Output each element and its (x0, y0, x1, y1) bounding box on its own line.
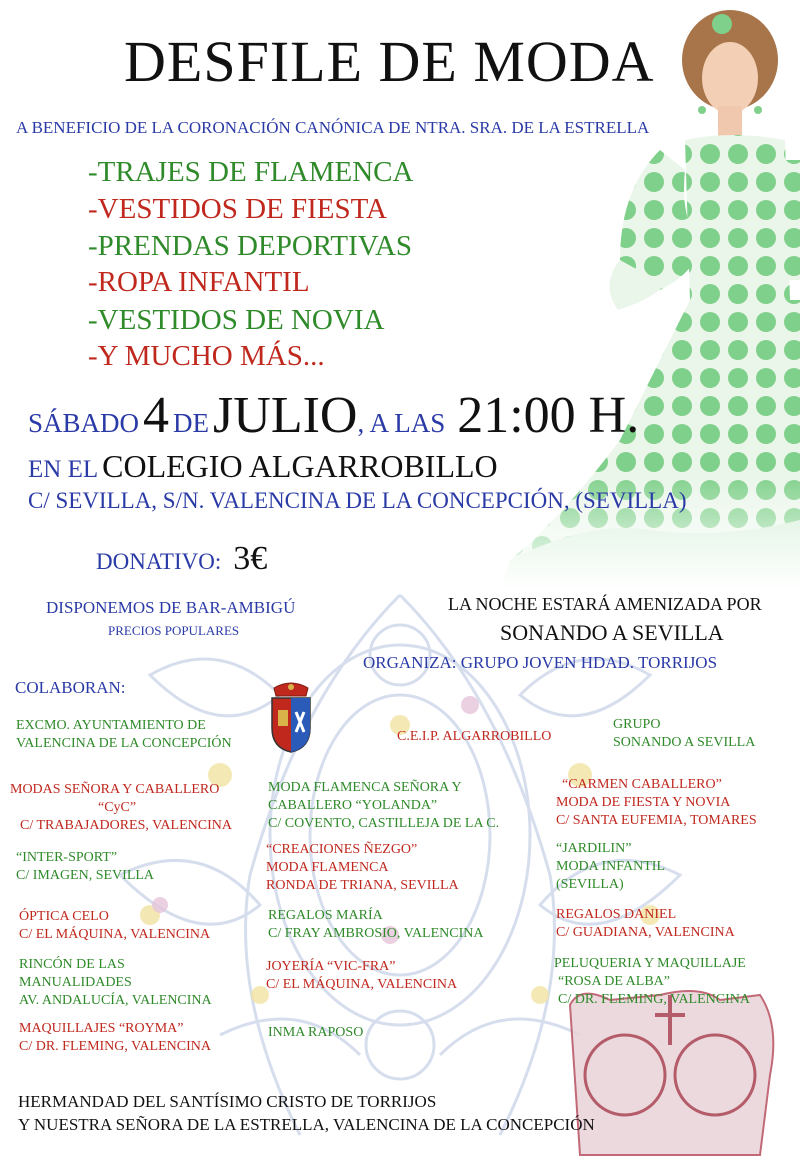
date-de: DE (173, 408, 210, 438)
footer-line: Y NUESTRA SEÑORA DE LA ESTRELLA, VALENCINA DE LA CONCEPCIÓN (18, 1115, 595, 1134)
benefit-text: A BENEFICIO DE LA CORONACIÓN CANÓNICA DE NTRA. SRA. DE LA ESTRELLA (16, 118, 650, 137)
sponsor-line: MODA DE FIESTA Y NOVIA (556, 795, 731, 810)
category-item: -Y MUCHO MÁS... (88, 340, 325, 372)
venue (28, 448, 498, 485)
venue-address: C/ SEVILLA, S/N. VALENCINA DE LA CONCEPCIÓN, (SEVILLA) (28, 488, 687, 513)
venue-prefix: EN EL (28, 456, 99, 483)
sponsor-item (19, 908, 210, 944)
sponsor-line: REGALOS DANIEL (556, 907, 677, 922)
sponsor-item (268, 1024, 363, 1042)
bar-title: DISPONEMOS DE BAR-AMBIGÚ (46, 598, 296, 617)
donation-value: 3€ (233, 540, 268, 577)
sponsor-line: MAQUILLAJES “ROYMA” (19, 1021, 184, 1036)
sponsor-line: RINCÓN DE LAS (19, 957, 125, 972)
sponsor-line: C/ DR. FLEMING, VALENCINA (19, 1039, 211, 1054)
sponsor-line: MODA INFANTIL (556, 859, 666, 874)
bar-subtitle: PRECIOS POPULARES (108, 623, 240, 638)
sponsor-line: MODA FLAMENCA (266, 860, 389, 875)
sponsor-line: C/ EL MÁQUINA, VALENCINA (266, 977, 458, 992)
sponsor-item (268, 907, 484, 943)
category-item: -VESTIDOS DE FIESTA (88, 193, 387, 225)
sponsor-line: AV. ANDALUCÍA, VALENCINA (19, 993, 212, 1008)
band-name: SONANDO A SEVILLA (500, 620, 724, 645)
sponsor-line: INMA RAPOSO (268, 1025, 364, 1040)
sponsor-line: C/ IMAGEN, SEVILLA (16, 868, 155, 883)
sponsor-item (266, 958, 457, 994)
sponsor-line: SONANDO A SEVILLA (613, 735, 756, 750)
sponsor-item (268, 779, 499, 833)
sponsor-item (556, 906, 735, 942)
sponsor-line: C/ SANTA EUFEMIA, TOMARES (556, 813, 757, 828)
sponsor-line: C/ EL MÁQUINA, VALENCINA (19, 927, 211, 942)
sponsor-line: C/ COVENTO, CASTILLEJA DE LA C. (268, 816, 500, 831)
category-item: -ROPA INFANTIL (88, 266, 310, 298)
sponsor-line: MODAS SEÑORA Y CABALLERO (10, 782, 220, 797)
sponsor-line: C/ DR. FLEMING, VALENCINA (558, 992, 750, 1007)
sponsor-item (397, 728, 551, 746)
sponsor-line: CABALLERO “YOLANDA” (268, 798, 438, 813)
sponsor-item (10, 781, 232, 835)
event-date (28, 386, 639, 445)
sponsor-line: (SEVILLA) (556, 877, 624, 892)
sponsor-line: MODA FLAMENCA SEÑORA Y (268, 780, 462, 795)
sponsor-line: REGALOS MARÍA (268, 908, 383, 923)
sponsor-line: RONDA DE TRIANA, SEVILLA (266, 878, 459, 893)
sponsor-line: JOYERÍA “VIC-FRA” (266, 959, 396, 974)
sponsor-line: “CREACIONES ÑEZGO” (266, 842, 418, 857)
date-day: 4 (143, 387, 170, 444)
footer-text (18, 1090, 595, 1136)
sponsor-item (16, 717, 232, 753)
donation-label: DONATIVO: (96, 549, 222, 574)
category-item: -VESTIDOS DE NOVIA (88, 304, 385, 336)
date-month: JULIO (213, 387, 358, 444)
sponsor-item (556, 840, 665, 894)
sponsor-line: “INTER-SPORT” (16, 850, 118, 865)
page-title: DESFILE DE MODA (124, 29, 655, 94)
sponsors-heading: COLABORAN: (15, 678, 126, 697)
sponsor-line: C/ FRAY AMBROSIO, VALENCINA (268, 926, 484, 941)
sponsor-line: “ROSA DE ALBA” (558, 974, 670, 989)
date-time: 21:00 H. (457, 387, 640, 444)
donation (96, 540, 267, 578)
sponsor-item (19, 956, 212, 1010)
sponsor-item (266, 841, 459, 895)
sponsor-item (16, 849, 154, 885)
sponsor-item (19, 1020, 211, 1056)
sponsor-line: C.E.I.P. ALGARROBILLO (397, 729, 552, 744)
sponsor-line: “CyC” (98, 800, 137, 815)
sponsor-line: MANUALIDADES (19, 975, 132, 990)
category-item: -TRAJES DE FLAMENCA (88, 156, 414, 188)
sponsor-line: ÓPTICA CELO (19, 909, 109, 924)
sponsor-line: C/ GUADIANA, VALENCINA (556, 925, 735, 940)
sponsor-item (556, 776, 757, 830)
sponsor-line: C/ TRABAJADORES, VALENCINA (20, 818, 232, 833)
date-a-las: , A LAS (357, 408, 446, 438)
coat-of-arms-icon (266, 682, 316, 754)
organizer-text: ORGANIZA: GRUPO JOVEN HDAD. TORRIJOS (363, 653, 718, 672)
sponsor-line: GRUPO (613, 717, 661, 732)
sponsor-item (613, 716, 755, 752)
sponsor-line: “CARMEN CABALLERO” (562, 777, 722, 792)
sponsor-line: PELUQUERIA Y MAQUILLAJE (554, 956, 746, 971)
date-weekday: SÁBADO (28, 408, 140, 438)
sponsor-line: “JARDILIN” (556, 841, 632, 856)
sponsor-line: EXCMO. AYUNTAMIENTO DE (16, 718, 206, 733)
sponsor-line: VALENCINA DE LA CONCEPCIÓN (16, 736, 232, 751)
category-item: -PRENDAS DEPORTIVAS (88, 230, 413, 262)
venue-name: COLEGIO ALGARROBILLO (102, 448, 498, 484)
footer-line: HERMANDAD DEL SANTÍSIMO CRISTO DE TORRIJOS (18, 1092, 437, 1111)
sponsor-item (554, 955, 750, 1009)
night-text: LA NOCHE ESTARÁ AMENIZADA POR (448, 594, 762, 614)
